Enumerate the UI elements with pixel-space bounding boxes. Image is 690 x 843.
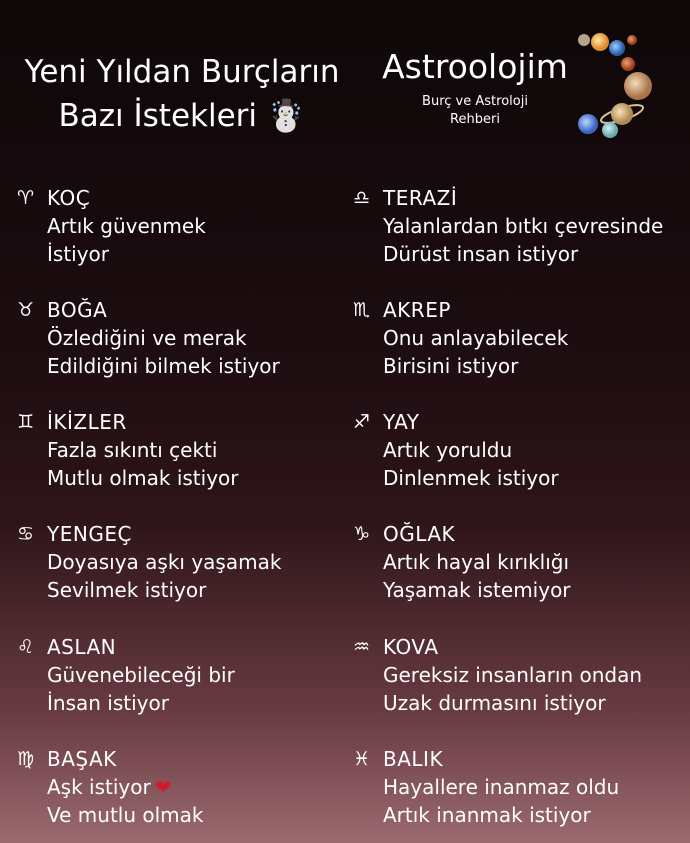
sign-balik — [353, 745, 683, 829]
sign-line: Doyasıya aşkı yaşamak — [47, 550, 282, 574]
sign-name: İKİZLER — [47, 410, 127, 434]
page-title — [12, 50, 352, 138]
sign-basak — [17, 745, 347, 829]
aries-icon: ♈︎ — [17, 187, 35, 209]
sign-yay — [353, 408, 683, 492]
sign-line: Mutlu olmak istiyor — [47, 466, 239, 490]
taurus-icon: ♉︎ — [17, 299, 35, 321]
sign-name: BALIK — [383, 747, 444, 771]
libra-icon: ♎︎ — [353, 187, 371, 209]
title-line-1: Yeni Yıldan Burçların — [24, 54, 340, 90]
sign-name: YAY — [383, 410, 420, 434]
sign-name: AKREP — [383, 298, 451, 322]
sign-name: YENGEÇ — [47, 522, 132, 546]
sign-name: KOÇ — [47, 186, 91, 210]
sign-line: Artık hayal kırıklığı — [383, 550, 570, 574]
sign-aslan — [17, 633, 347, 717]
sign-name: KOVA — [383, 635, 439, 659]
brand-block — [380, 47, 570, 129]
brand-name: Astroolojim — [382, 47, 568, 86]
sign-oglak — [353, 520, 683, 604]
sign-line: Dinlenmek istiyor — [383, 466, 559, 490]
sign-line: Yalanlardan bıtkı çevresinde — [383, 214, 664, 238]
scorpio-icon: ♏︎ — [353, 299, 371, 321]
sign-line: Artık yoruldu — [383, 438, 513, 462]
sign-line: Artık inanmak istiyor — [383, 803, 591, 827]
pisces-icon: ♓︎ — [353, 748, 371, 770]
sign-name: ASLAN — [47, 635, 117, 659]
sign-ikizler — [17, 408, 347, 492]
brand-subtitle-1: Burç ve Astroloji — [422, 94, 528, 109]
sign-akrep — [353, 296, 683, 380]
planets-icon — [570, 28, 680, 143]
sign-line: Ve mutlu olmak — [47, 803, 204, 827]
leo-icon: ♌︎ — [17, 636, 35, 658]
cancer-icon: ♋︎ — [17, 523, 35, 545]
sign-line: İnsan istiyor — [47, 691, 169, 715]
sign-line: Sevilmek istiyor — [47, 578, 207, 602]
virgo-icon: ♍︎ — [17, 748, 35, 770]
sign-line: Fazla sıkıntı çekti — [47, 438, 218, 462]
gemini-icon: ♊︎ — [17, 411, 35, 433]
sign-kova — [353, 633, 683, 717]
sign-terazi — [353, 184, 683, 268]
sign-line: Güvenebileceği bir — [47, 663, 235, 687]
sign-line: Dürüst insan istiyor — [383, 242, 579, 266]
sign-line: Birisini istiyor — [383, 354, 519, 378]
sign-line: Gereksiz insanların ondan — [383, 663, 643, 687]
brand-subtitle-2: Rehberi — [450, 112, 500, 127]
sign-line: Artık güvenmek — [47, 214, 206, 238]
sign-line: Yaşamak istemiyor — [383, 578, 571, 602]
sign-boga — [17, 296, 347, 380]
sign-name: OĞLAK — [383, 522, 456, 546]
aquarius-icon: ♒︎ — [353, 636, 371, 658]
sign-line: Uzak durmasını istiyor — [383, 691, 606, 715]
sign-line: Özlediğini ve merak — [47, 326, 247, 350]
sign-line: Edildiğini bilmek istiyor — [47, 354, 280, 378]
sign-name: BAŞAK — [47, 747, 117, 771]
sagittarius-icon: ♐︎ — [353, 411, 371, 433]
sign-name: BOĞA — [47, 298, 108, 322]
sign-yengec — [17, 520, 347, 604]
sign-koc — [17, 184, 347, 268]
sign-line: Aşk istiyor — [47, 775, 151, 799]
sign-line: Onu anlayabilecek — [383, 326, 569, 350]
sign-line: İstiyor — [47, 242, 110, 266]
title-line-2: Bazı İstekleri — [58, 98, 258, 134]
sign-line: Hayallere inanmaz oldu — [383, 775, 620, 799]
capricorn-icon: ♑︎ — [353, 523, 371, 545]
sign-name: TERAZİ — [383, 186, 458, 210]
snowman-icon: ☃️ — [266, 98, 306, 134]
heart-icon: ❤ — [154, 775, 172, 799]
